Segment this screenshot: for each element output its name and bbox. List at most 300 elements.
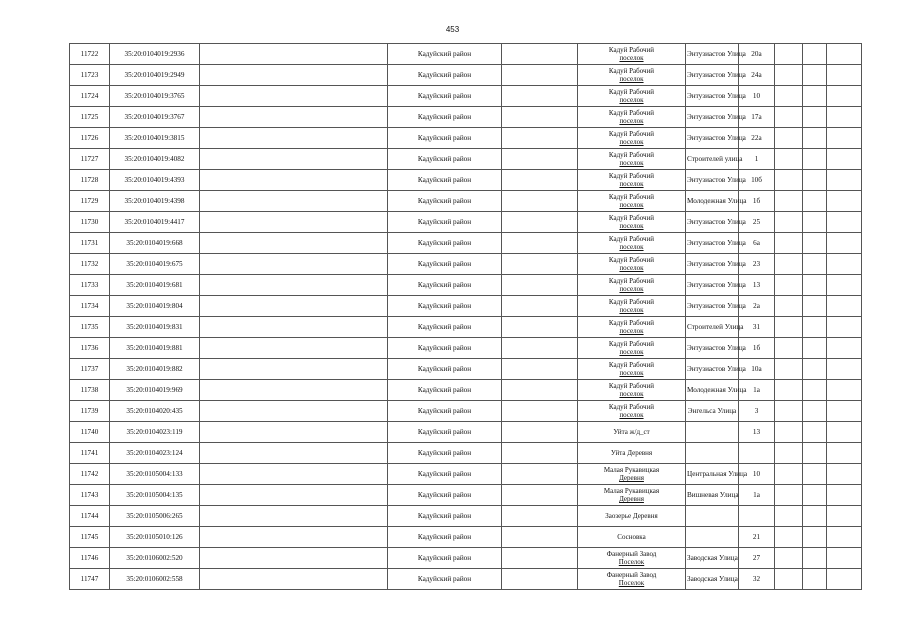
locality-line2: Деревня — [619, 495, 644, 503]
locality-cell — [578, 149, 686, 170]
table-row — [70, 464, 862, 485]
district-cell: Кадуйский район — [388, 464, 502, 485]
street-cell: Энгельса Улица — [686, 401, 739, 422]
locality-line1: Кадуй Рабочий — [608, 297, 655, 306]
table-row — [70, 233, 862, 254]
locality-line2: поселок — [619, 243, 644, 251]
row-number-cell: 11732 — [70, 254, 110, 275]
cadastral-number-cell: 35:20:0104019:882 — [110, 359, 200, 380]
locality-line1: Малая Рукавицкая — [603, 486, 660, 495]
row-number-cell: 11737 — [70, 359, 110, 380]
empty-cell — [200, 191, 388, 212]
locality-line1: Заозерье Деревня — [605, 511, 658, 520]
district-cell: Кадуйский район — [388, 338, 502, 359]
empty-cell — [775, 380, 803, 401]
table-row — [70, 548, 862, 569]
empty-cell — [502, 317, 578, 338]
row-number-cell: 11743 — [70, 485, 110, 506]
district-cell: Кадуйский район — [388, 170, 502, 191]
cadastral-number-cell: 35:20:0104019:4082 — [110, 149, 200, 170]
empty-cell — [775, 233, 803, 254]
row-number-cell: 11741 — [70, 443, 110, 464]
locality-line2: поселок — [619, 201, 644, 209]
street-cell: Энтузиастов Улица — [686, 86, 739, 107]
empty-cell — [502, 548, 578, 569]
empty-cell — [502, 149, 578, 170]
locality-cell — [578, 65, 686, 86]
locality-cell — [578, 422, 686, 443]
house-number-cell: 1а — [739, 380, 775, 401]
empty-cell — [200, 170, 388, 191]
table-row — [70, 338, 862, 359]
empty-cell — [775, 443, 803, 464]
house-number-cell: 1а — [739, 485, 775, 506]
empty-cell — [803, 338, 827, 359]
row-number-cell: 11745 — [70, 527, 110, 548]
street-cell: Энтузиастов Улица — [686, 275, 739, 296]
street-cell: Энтузиастов Улица — [686, 338, 739, 359]
district-cell: Кадуйский район — [388, 191, 502, 212]
empty-cell — [200, 569, 388, 590]
street-cell: Заводская Улица — [686, 548, 739, 569]
empty-cell — [803, 254, 827, 275]
empty-cell — [803, 107, 827, 128]
empty-cell — [803, 44, 827, 65]
table-row — [70, 212, 862, 233]
cadastral-number-cell: 35:20:0104019:4417 — [110, 212, 200, 233]
empty-cell — [827, 464, 862, 485]
empty-cell — [775, 506, 803, 527]
row-number-cell: 11730 — [70, 212, 110, 233]
street-cell — [686, 422, 739, 443]
locality-line1: Уйта Деревня — [610, 448, 653, 457]
locality-cell — [578, 548, 686, 569]
district-cell: Кадуйский район — [388, 233, 502, 254]
locality-line1: Кадуй Рабочий — [608, 255, 655, 264]
cadastral-number-cell: 35:20:0104019:3767 — [110, 107, 200, 128]
locality-line2: поселок — [619, 96, 644, 104]
empty-cell — [827, 401, 862, 422]
house-number-cell: 20а — [739, 44, 775, 65]
empty-cell — [775, 44, 803, 65]
street-cell: Энтузиастов Улица — [686, 44, 739, 65]
empty-cell — [827, 506, 862, 527]
locality-cell — [578, 506, 686, 527]
district-cell: Кадуйский район — [388, 86, 502, 107]
empty-cell — [200, 422, 388, 443]
empty-cell — [827, 44, 862, 65]
cadastral-number-cell: 35:20:0104023:119 — [110, 422, 200, 443]
table-row — [70, 527, 862, 548]
locality-line2: поселок — [619, 327, 644, 335]
empty-cell — [827, 107, 862, 128]
district-cell: Кадуйский район — [388, 254, 502, 275]
street-cell: Центральная Улица — [686, 464, 739, 485]
house-number-cell: 10б — [739, 170, 775, 191]
empty-cell — [775, 569, 803, 590]
empty-cell — [200, 296, 388, 317]
cadastral-number-cell: 35:20:0104019:3815 — [110, 128, 200, 149]
empty-cell — [827, 527, 862, 548]
empty-cell — [502, 527, 578, 548]
street-cell: Энтузиастов Улица — [686, 233, 739, 254]
empty-cell — [775, 107, 803, 128]
locality-line1: Уйта ж/д_ст — [613, 427, 650, 436]
row-number-cell: 11727 — [70, 149, 110, 170]
locality-line2: поселок — [619, 264, 644, 272]
house-number-cell: 3 — [739, 401, 775, 422]
empty-cell — [775, 527, 803, 548]
house-number-cell: 32 — [739, 569, 775, 590]
cadastral-number-cell: 35:20:0104019:804 — [110, 296, 200, 317]
empty-cell — [775, 275, 803, 296]
table-row — [70, 401, 862, 422]
row-number-cell: 11725 — [70, 107, 110, 128]
row-number-cell: 11731 — [70, 233, 110, 254]
street-cell: Энтузиастов Улица — [686, 296, 739, 317]
district-cell: Кадуйский район — [388, 44, 502, 65]
empty-cell — [803, 65, 827, 86]
row-number-cell: 11735 — [70, 317, 110, 338]
empty-cell — [775, 191, 803, 212]
street-cell: Молодежная Улица — [686, 380, 739, 401]
table-row — [70, 44, 862, 65]
empty-cell — [502, 485, 578, 506]
locality-cell — [578, 443, 686, 464]
empty-cell — [502, 128, 578, 149]
row-number-cell: 11740 — [70, 422, 110, 443]
empty-cell — [827, 86, 862, 107]
empty-cell — [502, 422, 578, 443]
cadastral-number-cell: 35:20:0104019:2936 — [110, 44, 200, 65]
house-number-cell: 10 — [739, 464, 775, 485]
locality-line1: Кадуй Рабочий — [608, 360, 655, 369]
page-number: 453 — [445, 25, 460, 34]
cadastral-number-cell: 35:20:0104019:831 — [110, 317, 200, 338]
empty-cell — [200, 527, 388, 548]
empty-cell — [502, 233, 578, 254]
empty-cell — [200, 548, 388, 569]
empty-cell — [827, 128, 862, 149]
empty-cell — [775, 128, 803, 149]
locality-line1: Сосновка — [617, 532, 646, 541]
house-number-cell: 21 — [739, 527, 775, 548]
empty-cell — [775, 254, 803, 275]
district-cell: Кадуйский район — [388, 506, 502, 527]
house-number-cell: 25 — [739, 212, 775, 233]
locality-cell — [578, 44, 686, 65]
empty-cell — [502, 359, 578, 380]
locality-cell — [578, 485, 686, 506]
district-cell: Кадуйский район — [388, 569, 502, 590]
street-cell: Энтузиастов Улица — [686, 65, 739, 86]
empty-cell — [827, 296, 862, 317]
street-cell: Энтузиастов Улица — [686, 170, 739, 191]
empty-cell — [827, 548, 862, 569]
house-number-cell: 1 — [739, 149, 775, 170]
empty-cell — [502, 44, 578, 65]
district-cell: Кадуйский район — [388, 128, 502, 149]
empty-cell — [502, 107, 578, 128]
empty-cell — [803, 506, 827, 527]
empty-cell — [803, 233, 827, 254]
locality-line1: Кадуй Рабочий — [608, 45, 655, 54]
district-cell: Кадуйский район — [388, 107, 502, 128]
table-row — [70, 170, 862, 191]
empty-cell — [775, 149, 803, 170]
house-number-cell: 23 — [739, 254, 775, 275]
row-number-cell: 11723 — [70, 65, 110, 86]
empty-cell — [502, 275, 578, 296]
row-number-cell: 11728 — [70, 170, 110, 191]
locality-line2: поселок — [619, 54, 644, 62]
empty-cell — [200, 443, 388, 464]
empty-cell — [803, 170, 827, 191]
locality-line2: поселок — [619, 348, 644, 356]
locality-line2: поселок — [619, 75, 644, 83]
locality-line1: Кадуй Рабочий — [608, 66, 655, 75]
table-row — [70, 191, 862, 212]
house-number-cell: 1б — [739, 338, 775, 359]
row-number-cell: 11744 — [70, 506, 110, 527]
empty-cell — [502, 65, 578, 86]
empty-cell — [827, 443, 862, 464]
row-number-cell: 11742 — [70, 464, 110, 485]
street-cell: Энтузиастов Улица — [686, 254, 739, 275]
empty-cell — [803, 317, 827, 338]
table-row — [70, 107, 862, 128]
empty-cell — [803, 149, 827, 170]
locality-cell — [578, 128, 686, 149]
empty-cell — [502, 296, 578, 317]
empty-cell — [200, 128, 388, 149]
empty-cell — [827, 317, 862, 338]
locality-line2: поселок — [619, 138, 644, 146]
empty-cell — [502, 401, 578, 422]
empty-cell — [502, 254, 578, 275]
empty-cell — [803, 464, 827, 485]
street-cell — [686, 443, 739, 464]
empty-cell — [803, 191, 827, 212]
street-cell — [686, 506, 739, 527]
empty-cell — [200, 107, 388, 128]
empty-cell — [803, 485, 827, 506]
locality-line1: Кадуй Рабочий — [608, 381, 655, 390]
locality-line1: Кадуй Рабочий — [608, 276, 655, 285]
table-row — [70, 317, 862, 338]
empty-cell — [827, 212, 862, 233]
empty-cell — [803, 548, 827, 569]
empty-cell — [827, 359, 862, 380]
empty-cell — [502, 506, 578, 527]
district-cell: Кадуйский район — [388, 422, 502, 443]
empty-cell — [775, 317, 803, 338]
locality-cell — [578, 107, 686, 128]
street-cell: Строителей Улица — [686, 317, 739, 338]
empty-cell — [827, 254, 862, 275]
row-number-cell: 11733 — [70, 275, 110, 296]
district-cell: Кадуйский район — [388, 212, 502, 233]
locality-line2: поселок — [619, 390, 644, 398]
empty-cell — [803, 128, 827, 149]
locality-line1: Кадуй Рабочий — [608, 87, 655, 96]
row-number-cell: 11726 — [70, 128, 110, 149]
locality-line1: Кадуй Рабочий — [608, 234, 655, 243]
empty-cell — [200, 380, 388, 401]
district-cell: Кадуйский район — [388, 380, 502, 401]
locality-line1: Фанерный Завод — [606, 549, 657, 558]
table-row — [70, 254, 862, 275]
cadastral-number-cell: 35:20:0104019:2949 — [110, 65, 200, 86]
row-number-cell: 11734 — [70, 296, 110, 317]
empty-cell — [775, 548, 803, 569]
empty-cell — [200, 44, 388, 65]
cadastral-number-cell: 35:20:0104019:3765 — [110, 86, 200, 107]
empty-cell — [200, 401, 388, 422]
street-cell: Энтузиастов Улица — [686, 128, 739, 149]
empty-cell — [200, 254, 388, 275]
house-number-cell: 13 — [739, 422, 775, 443]
empty-cell — [803, 86, 827, 107]
empty-cell — [827, 485, 862, 506]
table-row — [70, 506, 862, 527]
locality-line1: Кадуй Рабочий — [608, 192, 655, 201]
district-cell: Кадуйский район — [388, 275, 502, 296]
locality-line1: Кадуй Рабочий — [608, 129, 655, 138]
locality-line2: поселок — [619, 369, 644, 377]
house-number-cell: 17а — [739, 107, 775, 128]
street-cell: Энтузиастов Улица — [686, 107, 739, 128]
cadastral-number-cell: 35:20:0104019:969 — [110, 380, 200, 401]
table-row — [70, 443, 862, 464]
locality-cell — [578, 86, 686, 107]
house-number-cell: 6а — [739, 233, 775, 254]
cadastral-number-cell: 35:20:0104020:435 — [110, 401, 200, 422]
locality-line2: поселок — [619, 180, 644, 188]
empty-cell — [775, 359, 803, 380]
cadastral-number-cell: 35:20:0104019:4398 — [110, 191, 200, 212]
empty-cell — [200, 338, 388, 359]
empty-cell — [803, 212, 827, 233]
district-cell: Кадуйский район — [388, 359, 502, 380]
house-number-cell — [739, 506, 775, 527]
district-cell: Кадуйский район — [388, 149, 502, 170]
district-cell: Кадуйский район — [388, 317, 502, 338]
locality-line2: Поселок — [618, 579, 645, 587]
table-row — [70, 380, 862, 401]
locality-cell — [578, 359, 686, 380]
district-cell: Кадуйский район — [388, 527, 502, 548]
house-number-cell: 13 — [739, 275, 775, 296]
locality-cell — [578, 338, 686, 359]
cadastral-number-cell: 35:20:0104023:124 — [110, 443, 200, 464]
empty-cell — [827, 233, 862, 254]
house-number-cell: 1б — [739, 191, 775, 212]
locality-line2: поселок — [619, 411, 644, 419]
street-cell: Энтузиастов Улица — [686, 359, 739, 380]
empty-cell — [827, 380, 862, 401]
row-number-cell: 11724 — [70, 86, 110, 107]
table-row — [70, 422, 862, 443]
row-number-cell: 11746 — [70, 548, 110, 569]
empty-cell — [502, 464, 578, 485]
locality-cell — [578, 191, 686, 212]
empty-cell — [775, 338, 803, 359]
locality-line2: поселок — [619, 285, 644, 293]
empty-cell — [775, 422, 803, 443]
empty-cell — [502, 569, 578, 590]
locality-cell — [578, 296, 686, 317]
empty-cell — [502, 443, 578, 464]
house-number-cell — [739, 443, 775, 464]
house-number-cell: 27 — [739, 548, 775, 569]
locality-line2: Поселок — [618, 558, 645, 566]
empty-cell — [827, 191, 862, 212]
cadastral-number-cell: 35:20:0106002:520 — [110, 548, 200, 569]
cadastral-number-cell: 35:20:0104019:881 — [110, 338, 200, 359]
empty-cell — [200, 317, 388, 338]
locality-line2: Деревня — [619, 474, 644, 482]
empty-cell — [200, 86, 388, 107]
empty-cell — [200, 233, 388, 254]
empty-cell — [200, 65, 388, 86]
empty-cell — [200, 149, 388, 170]
empty-cell — [775, 212, 803, 233]
district-cell: Кадуйский район — [388, 296, 502, 317]
empty-cell — [200, 506, 388, 527]
cadastral-number-cell: 35:20:0104019:681 — [110, 275, 200, 296]
empty-cell — [803, 401, 827, 422]
locality-cell — [578, 464, 686, 485]
empty-cell — [827, 569, 862, 590]
empty-cell — [803, 569, 827, 590]
district-cell: Кадуйский район — [388, 443, 502, 464]
empty-cell — [200, 212, 388, 233]
locality-line1: Малая Рукавицкая — [603, 465, 660, 474]
empty-cell — [775, 65, 803, 86]
cadastral-number-cell: 35:20:0105004:133 — [110, 464, 200, 485]
table-row — [70, 128, 862, 149]
table-row — [70, 359, 862, 380]
cadastral-number-cell: 35:20:0105004:135 — [110, 485, 200, 506]
locality-line2: поселок — [619, 159, 644, 167]
street-cell: Энтузиастов Улица — [686, 212, 739, 233]
empty-cell — [803, 296, 827, 317]
district-cell: Кадуйский район — [388, 485, 502, 506]
locality-line1: Кадуй Рабочий — [608, 171, 655, 180]
row-number-cell: 11736 — [70, 338, 110, 359]
empty-cell — [803, 359, 827, 380]
empty-cell — [775, 464, 803, 485]
table-body — [70, 44, 862, 590]
locality-line2: поселок — [619, 222, 644, 230]
empty-cell — [200, 359, 388, 380]
table-row — [70, 86, 862, 107]
locality-line1: Кадуй Рабочий — [608, 213, 655, 222]
table-row — [70, 296, 862, 317]
street-cell: Вишневая Улица — [686, 485, 739, 506]
locality-cell — [578, 527, 686, 548]
cadastral-number-cell: 35:20:0106002:558 — [110, 569, 200, 590]
empty-cell — [803, 527, 827, 548]
locality-cell — [578, 254, 686, 275]
locality-cell — [578, 317, 686, 338]
house-number-cell: 22а — [739, 128, 775, 149]
empty-cell — [827, 275, 862, 296]
cadastral-number-cell: 35:20:0104019:668 — [110, 233, 200, 254]
empty-cell — [827, 338, 862, 359]
house-number-cell: 10а — [739, 359, 775, 380]
